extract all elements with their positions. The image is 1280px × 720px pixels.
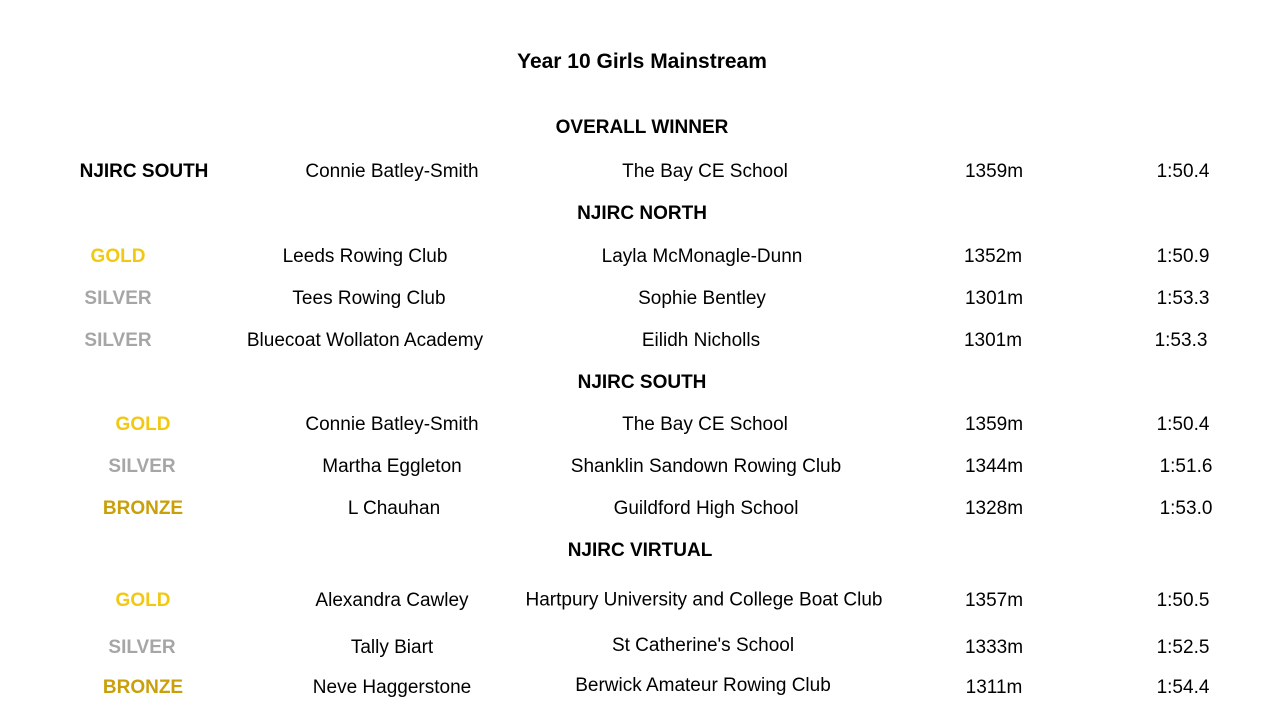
north-distance: 1352m — [963, 246, 1023, 267]
virtual-club: Berwick Amateur Rowing Club — [575, 675, 831, 696]
north-time: 1:53.3 — [1156, 288, 1210, 309]
section-heading-virtual: NJIRC VIRTUAL — [567, 540, 713, 561]
virtual-club: St Catherine's School — [611, 635, 795, 656]
south-distance: 1328m — [964, 498, 1024, 519]
north-time: 1:50.9 — [1156, 246, 1210, 267]
north-distance: 1301m — [964, 288, 1024, 309]
north-name: Sophie Bentley — [638, 288, 766, 309]
overall-distance: 1359m — [964, 161, 1024, 182]
north-distance: 1301m — [963, 330, 1023, 351]
south-time: 1:50.4 — [1156, 414, 1210, 435]
virtual-club: Hartpury University and College Boat Club — [525, 589, 883, 611]
south-club: Shanklin Sandown Rowing Club — [570, 456, 842, 477]
medal-gold: GOLD — [115, 590, 171, 611]
overall-club: The Bay CE School — [622, 161, 788, 182]
south-distance: 1359m — [964, 414, 1024, 435]
section-heading-overall: OVERALL WINNER — [555, 117, 729, 138]
virtual-time: 1:50.5 — [1156, 590, 1210, 611]
north-club: Bluecoat Wollaton Academy — [246, 330, 484, 351]
south-name: Connie Batley-Smith — [305, 414, 479, 435]
virtual-name: Alexandra Cawley — [315, 590, 469, 611]
south-distance: 1344m — [964, 456, 1024, 477]
overall-region: NJIRC SOUTH — [79, 161, 209, 182]
north-club: Leeds Rowing Club — [282, 246, 448, 267]
south-club: Guildford High School — [613, 498, 799, 519]
medal-bronze: BRONZE — [102, 498, 184, 519]
south-club: The Bay CE School — [622, 414, 788, 435]
medal-silver: SILVER — [108, 637, 176, 658]
medal-silver: SILVER — [108, 456, 176, 477]
south-name: Martha Eggleton — [322, 456, 462, 477]
section-heading-south: NJIRC SOUTH — [577, 372, 707, 393]
medal-gold: GOLD — [115, 414, 171, 435]
north-time: 1:53.3 — [1154, 330, 1208, 351]
medal-silver: SILVER — [84, 330, 152, 351]
south-time: 1:51.6 — [1159, 456, 1213, 477]
page-title: Year 10 Girls Mainstream — [517, 50, 767, 73]
overall-time: 1:50.4 — [1156, 161, 1210, 182]
medal-gold: GOLD — [90, 246, 146, 267]
virtual-time: 1:54.4 — [1156, 677, 1210, 698]
north-name: Layla McMonagle-Dunn — [601, 246, 803, 267]
virtual-name: Neve Haggerstone — [312, 677, 472, 698]
virtual-time: 1:52.5 — [1156, 637, 1210, 658]
north-club: Tees Rowing Club — [292, 288, 446, 309]
medal-silver: SILVER — [84, 288, 152, 309]
south-time: 1:53.0 — [1159, 498, 1213, 519]
virtual-distance: 1357m — [964, 590, 1024, 611]
medal-bronze: BRONZE — [102, 677, 184, 698]
section-heading-north: NJIRC NORTH — [577, 203, 707, 224]
south-name: L Chauhan — [347, 498, 441, 519]
virtual-distance: 1311m — [965, 677, 1023, 698]
virtual-name: Tally Biart — [350, 637, 434, 658]
overall-name: Connie Batley-Smith — [305, 161, 479, 182]
north-name: Eilidh Nicholls — [641, 330, 761, 351]
virtual-distance: 1333m — [964, 637, 1024, 658]
